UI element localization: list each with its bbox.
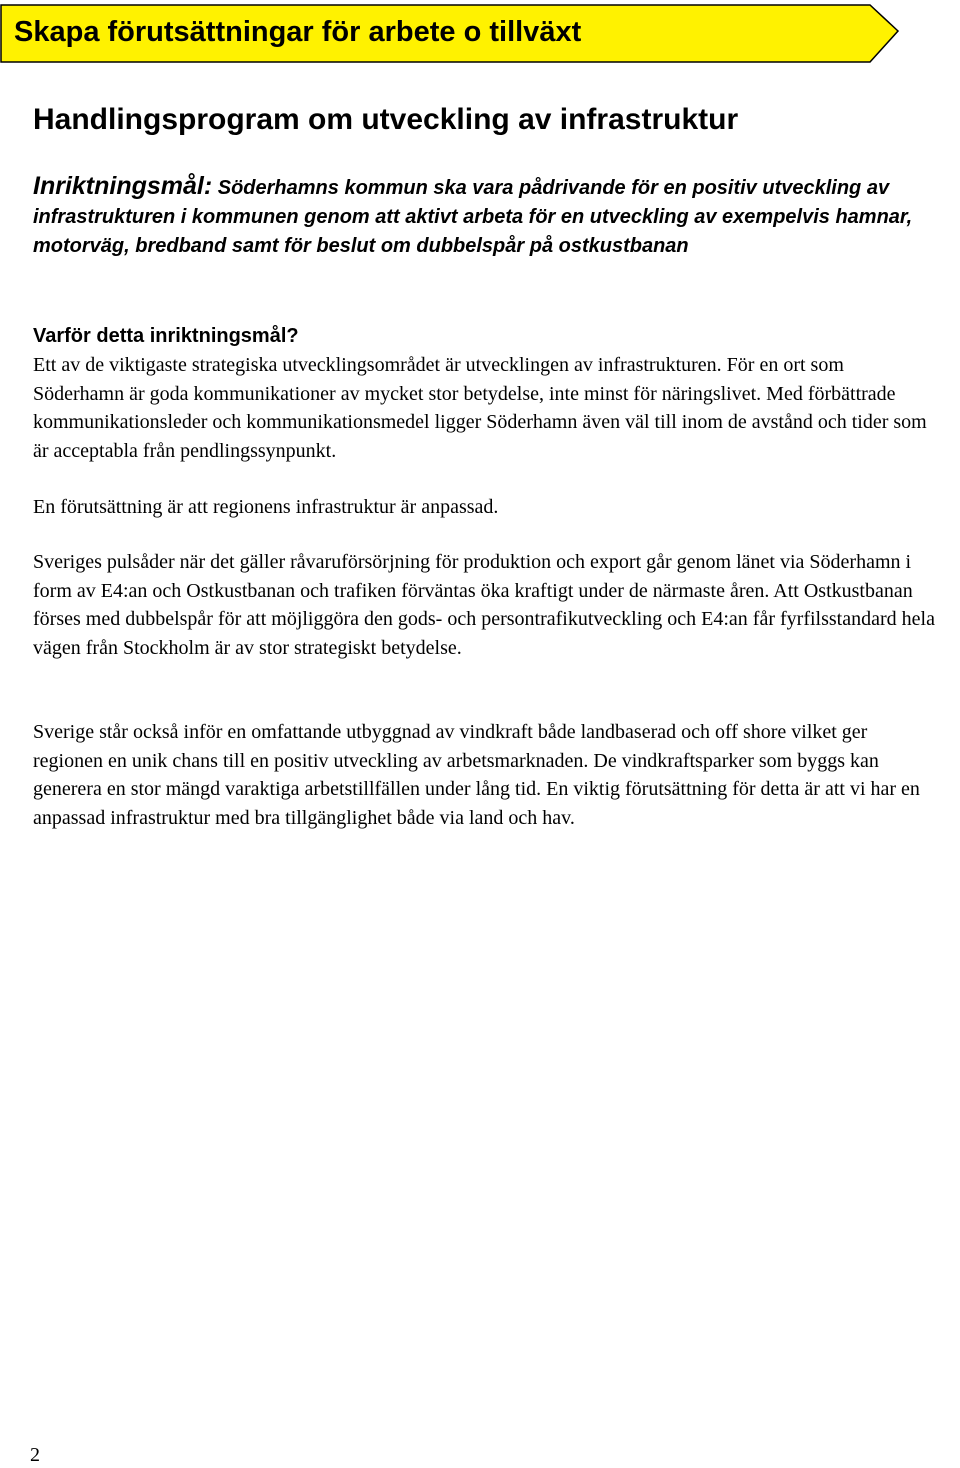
page-number: 2 bbox=[30, 1444, 40, 1466]
banner-title: Skapa förutsättningar för arbete o tillväxt bbox=[14, 16, 582, 48]
paragraph: Ett av de viktigaste strategiska utvecklingsområdet är utvecklingen av infrastrukturen. För en ort som Söderhamn är goda kommunikationer av mycket stor betydelse, inte minst för näringslivet. Med förbättrade kommunikationsleder och kommunikationsmedel ligger Söderhamn även väl till inom de avstånd och tider som är acceptabla från pendlingssynpunkt. bbox=[33, 354, 927, 462]
page-title: Handlingsprogram om utveckling av infrastruktur bbox=[33, 103, 739, 136]
paragraph: Sverige står också inför en omfattande utbyggnad av vindkraft både landbaserad och off shore vilket ger regionen en unik chans till en positiv utveckling av arbetsmarknaden. De vindkraftsparker som byggs kan generera en stor mängd varaktiga arbetstillfällen under lång tid. En viktig förutsättning för detta är att vi har en anpassad infrastruktur med bra tillgänglighet både via land och hav. bbox=[33, 721, 920, 829]
goal-statement bbox=[33, 172, 923, 261]
paragraph: En förutsättning är att regionens infrastruktur är anpassad. bbox=[33, 496, 499, 518]
paragraph: Sveriges pulsåder när det gäller råvaruförsörjning för produktion och export går genom länet via Söderhamn i form av E4:an och Ostkustbanan och trafiken förväntas öka kraftigt under de närmaste åren. Att Ostkustbanan förses med dubbelspår för att möjliggöra den gods- och persontrafikutveckling och E4:an får fyrfilsstandard hela vägen från Stockholm är av stor strategiskt betydelse. bbox=[33, 551, 935, 659]
goal-text: Söderhamns kommun ska vara pådrivande för en positiv utveckling av infrastrukturen i kommunen genom att aktivt arbeta för en utveckling av exempelvis hamnar, motorväg, bredband samt för beslut om dubbelspår på ostkustbanan bbox=[33, 177, 913, 257]
goal-label: Inriktningsmål: bbox=[33, 172, 213, 200]
section-heading: Varför detta inriktningsmål? bbox=[33, 325, 299, 347]
title-banner bbox=[0, 0, 900, 66]
